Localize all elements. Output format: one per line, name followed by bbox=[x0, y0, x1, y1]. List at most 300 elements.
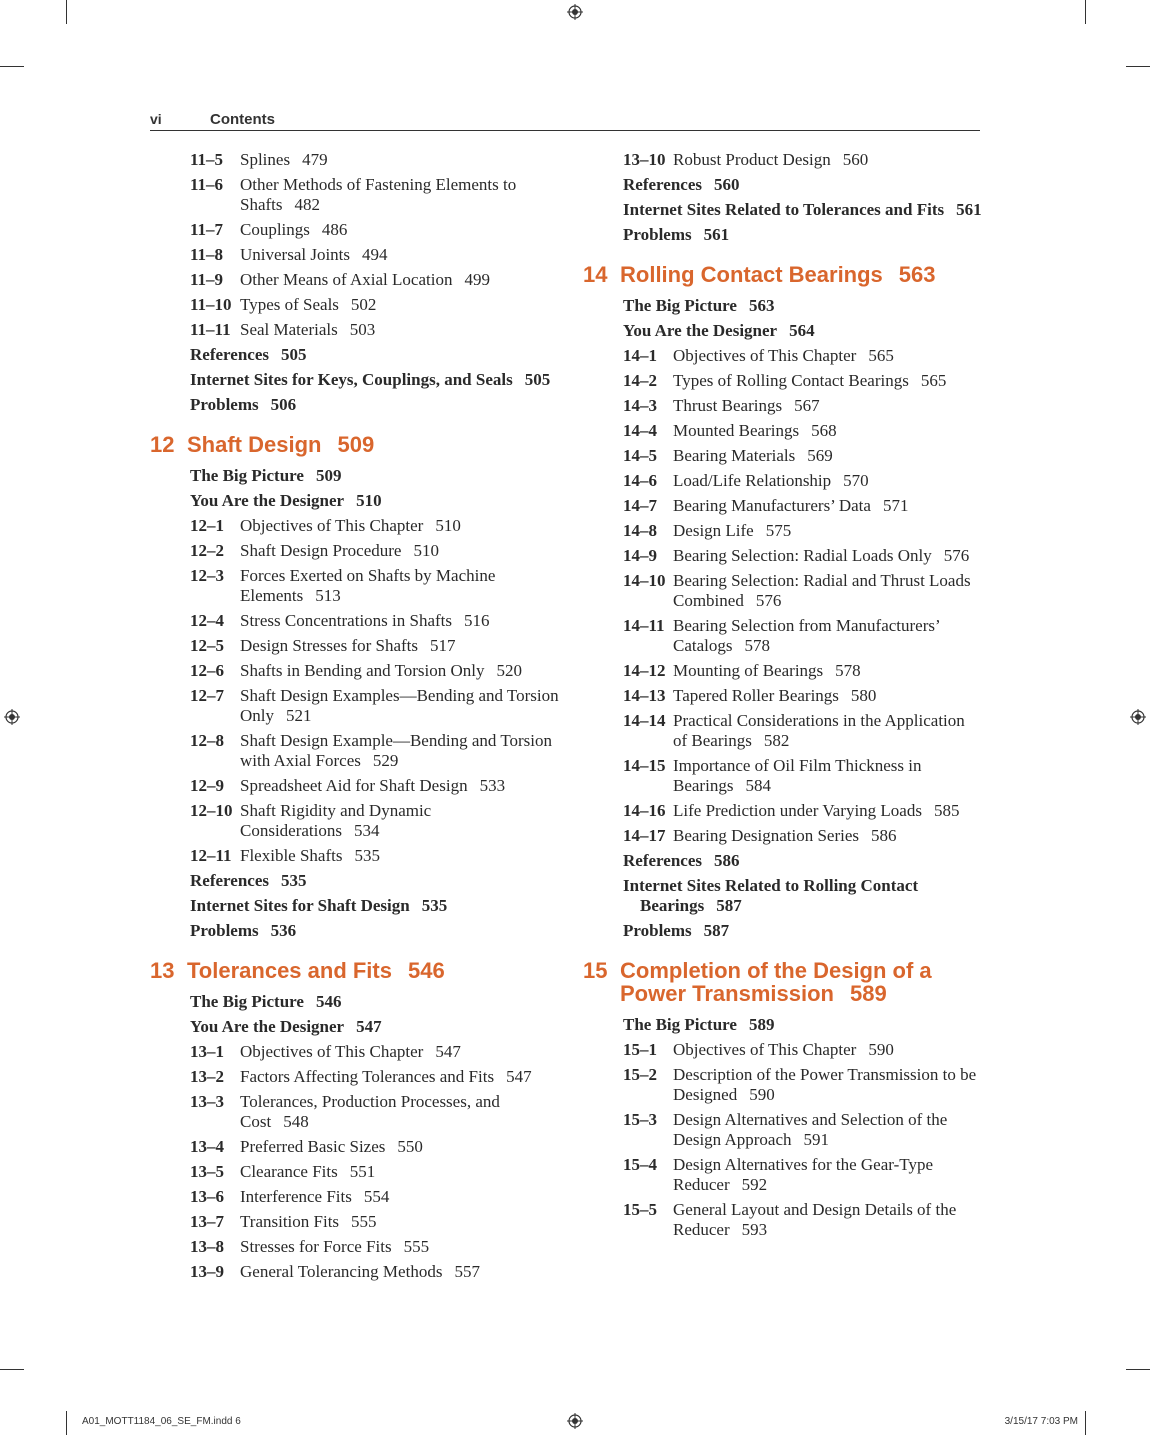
section-page-number: 503 bbox=[349, 320, 376, 339]
section-title-text bbox=[240, 1212, 570, 1232]
toc-section-entry bbox=[150, 611, 570, 631]
chapter-page-number: 509 bbox=[337, 432, 375, 457]
section-title: Design Alternatives and Selection of the Design Approach bbox=[673, 1110, 948, 1149]
section-page-number: 482 bbox=[294, 195, 320, 214]
chapter-title: Tolerances and Fits bbox=[187, 958, 392, 983]
toc-section-entry bbox=[150, 175, 570, 215]
toc-section-entry bbox=[150, 1067, 570, 1087]
entry-title: References bbox=[623, 175, 702, 194]
toc-section-entry bbox=[150, 661, 570, 681]
section-title-text bbox=[673, 471, 983, 491]
section-title: General Layout and Design Details of the Reducer bbox=[673, 1200, 957, 1239]
section-title-text bbox=[240, 801, 570, 841]
entry-page-number: 561 bbox=[956, 200, 982, 219]
toc-section-entry bbox=[583, 571, 983, 611]
entry-page-number: 564 bbox=[789, 321, 815, 340]
toc-section-entry bbox=[150, 801, 570, 841]
section-number: 14–2 bbox=[623, 371, 657, 390]
toc-section-entry bbox=[150, 1092, 570, 1132]
section-number: 13–2 bbox=[190, 1067, 224, 1086]
entry-title: Internet Sites for Shaft Design bbox=[190, 896, 410, 915]
toc-entry bbox=[150, 921, 570, 941]
section-title-text bbox=[240, 1187, 570, 1207]
section-page-number: 586 bbox=[871, 826, 897, 845]
chapter-title-text bbox=[620, 263, 983, 286]
toc-section-entry bbox=[583, 371, 983, 391]
footer-file-slug: A01_MOTT1184_06_SE_FM.indd 6 bbox=[82, 1416, 241, 1427]
section-page-number: 585 bbox=[933, 801, 960, 820]
section-title-text bbox=[240, 1162, 570, 1182]
section-page-number: 486 bbox=[321, 220, 348, 239]
entry-title: The Big Picture bbox=[190, 466, 304, 485]
section-title-text bbox=[240, 1067, 570, 1087]
running-header-title: Contents bbox=[210, 111, 275, 128]
section-page-number: 479 bbox=[302, 150, 328, 169]
entry-title: Problems bbox=[190, 395, 259, 414]
entry-page-number: 561 bbox=[703, 225, 730, 244]
section-title: Importance of Oil Film Thickness in Bearings bbox=[673, 756, 922, 795]
section-page-number: 576 bbox=[755, 591, 782, 610]
toc-entry bbox=[150, 992, 570, 1012]
section-number: 15–2 bbox=[623, 1065, 657, 1084]
section-title-text bbox=[240, 220, 570, 240]
section-title: Practical Considerations in the Application of Bearings bbox=[673, 711, 965, 750]
section-title-text bbox=[673, 801, 983, 821]
section-number: 15–5 bbox=[623, 1200, 657, 1219]
toc-section-entry bbox=[583, 421, 983, 441]
section-page-number: 565 bbox=[868, 346, 894, 365]
section-title-text bbox=[240, 541, 570, 561]
section-number: 14–9 bbox=[623, 546, 657, 565]
crop-mark bbox=[1126, 66, 1150, 67]
section-page-number: 529 bbox=[372, 751, 399, 770]
chapter-heading bbox=[583, 959, 983, 1005]
section-number: 14–11 bbox=[623, 616, 665, 635]
section-page-number: 494 bbox=[362, 245, 388, 264]
toc-section-entry bbox=[150, 1237, 570, 1257]
toc-entry bbox=[150, 491, 570, 511]
section-title-text bbox=[673, 421, 983, 441]
section-number: 14–10 bbox=[623, 571, 666, 590]
section-number: 11–8 bbox=[190, 245, 224, 264]
section-number: 11–6 bbox=[190, 175, 224, 194]
toc-entry bbox=[583, 1015, 983, 1035]
toc-entry bbox=[583, 321, 983, 341]
chapter-number: 13 bbox=[150, 958, 175, 983]
toc-section-entry bbox=[150, 686, 570, 726]
section-number: 13–5 bbox=[190, 1162, 224, 1181]
section-title: Shaft Rigidity and Dynamic Considerations bbox=[240, 801, 432, 840]
chapter-heading bbox=[150, 959, 570, 982]
entry-page-number: 547 bbox=[356, 1017, 382, 1036]
section-number: 14–5 bbox=[623, 446, 657, 465]
section-number: 13–4 bbox=[190, 1137, 224, 1156]
toc-section-entry bbox=[583, 711, 983, 751]
section-page-number: 569 bbox=[807, 446, 833, 465]
entry-title: Internet Sites Related to Tolerances and Fits bbox=[623, 200, 945, 219]
section-title-text bbox=[673, 496, 983, 516]
toc-section-entry bbox=[150, 776, 570, 796]
section-title-text bbox=[673, 1155, 983, 1195]
entry-page-number: 560 bbox=[713, 175, 740, 194]
section-title-text bbox=[240, 731, 570, 771]
crop-mark bbox=[1085, 1411, 1086, 1435]
section-number: 14–8 bbox=[623, 521, 657, 540]
section-title: Other Methods of Fastening Elements to Shafts bbox=[240, 175, 517, 214]
section-number: 14–6 bbox=[623, 471, 657, 490]
toc-entry bbox=[583, 225, 983, 245]
section-number: 15–3 bbox=[623, 1110, 657, 1129]
section-title-text bbox=[240, 295, 570, 315]
footer-date-slug: 3/15/17 7:03 PM bbox=[1004, 1416, 1078, 1427]
section-number: 15–4 bbox=[623, 1155, 657, 1174]
toc-entry bbox=[583, 200, 983, 220]
section-page-number: 593 bbox=[741, 1220, 768, 1239]
entry-page-number: 510 bbox=[356, 491, 382, 510]
crop-mark bbox=[66, 1411, 67, 1435]
section-title: Design Life bbox=[673, 521, 754, 540]
chapter-title: Rolling Contact Bearings bbox=[620, 262, 883, 287]
section-page-number: 521 bbox=[286, 706, 312, 725]
toc-section-entry bbox=[583, 546, 983, 566]
section-title: Mounting of Bearings bbox=[673, 661, 824, 680]
toc-section-entry bbox=[583, 686, 983, 706]
section-page-number: 565 bbox=[920, 371, 947, 390]
toc-section-entry bbox=[583, 1155, 983, 1195]
toc-section-entry bbox=[583, 1065, 983, 1105]
chapter-page-number: 563 bbox=[898, 262, 936, 287]
chapter-title-text bbox=[620, 959, 983, 1005]
toc-section-entry bbox=[583, 1110, 983, 1150]
section-number: 11–11 bbox=[190, 320, 231, 339]
section-title-text bbox=[240, 150, 570, 170]
section-title: Transition Fits bbox=[240, 1212, 340, 1231]
toc-entry bbox=[583, 851, 983, 871]
toc-entry bbox=[150, 345, 570, 365]
entry-title: The Big Picture bbox=[190, 992, 304, 1011]
section-title: Objectives of This Chapter bbox=[240, 1042, 424, 1061]
section-title: General Tolerancing Methods bbox=[240, 1262, 443, 1281]
section-title-text bbox=[673, 1065, 983, 1105]
section-title: Shaft Design Procedure bbox=[240, 541, 402, 560]
toc-entry bbox=[150, 370, 570, 390]
section-title: Tolerances, Production Processes, and Cost bbox=[240, 1092, 500, 1131]
toc-section-entry bbox=[583, 616, 983, 656]
section-title: Couplings bbox=[240, 220, 310, 239]
section-page-number: 570 bbox=[843, 471, 869, 490]
section-title-text bbox=[240, 1262, 570, 1282]
registration-mark-icon bbox=[1130, 709, 1146, 725]
section-title-text bbox=[673, 150, 983, 170]
toc-entry bbox=[583, 175, 983, 195]
toc-entry bbox=[583, 296, 983, 316]
section-title-text bbox=[240, 846, 570, 866]
toc-section-entry bbox=[583, 396, 983, 416]
toc-section-entry bbox=[583, 150, 983, 170]
section-title: Bearing Manufacturers’ Data bbox=[673, 496, 871, 515]
section-title: Preferred Basic Sizes bbox=[240, 1137, 386, 1156]
section-page-number: 557 bbox=[454, 1262, 480, 1281]
crop-mark bbox=[1085, 0, 1086, 24]
section-title-text bbox=[240, 1137, 570, 1157]
section-number: 14–1 bbox=[623, 346, 657, 365]
section-number: 14–13 bbox=[623, 686, 666, 705]
section-title-text bbox=[673, 446, 983, 466]
section-number: 11–10 bbox=[190, 295, 232, 314]
section-page-number: 580 bbox=[850, 686, 877, 705]
section-title-text bbox=[673, 521, 983, 541]
section-title: Shafts in Bending and Torsion Only bbox=[240, 661, 485, 680]
section-number: 12–4 bbox=[190, 611, 224, 630]
registration-mark-icon bbox=[567, 4, 583, 20]
section-title-text bbox=[240, 516, 570, 536]
page-folio: vi bbox=[150, 111, 162, 127]
toc-column-left bbox=[150, 150, 570, 1287]
section-page-number: 550 bbox=[397, 1137, 423, 1156]
section-title-text bbox=[673, 1200, 983, 1240]
toc-entry bbox=[150, 466, 570, 486]
toc-entry bbox=[583, 876, 983, 916]
toc-section-entry bbox=[583, 346, 983, 366]
section-title: Life Prediction under Varying Loads bbox=[673, 801, 922, 820]
toc-section-entry bbox=[150, 1162, 570, 1182]
section-title: Stress Concentrations in Shafts bbox=[240, 611, 453, 630]
toc-section-entry bbox=[150, 1212, 570, 1232]
entry-page-number: 546 bbox=[315, 992, 342, 1011]
section-title-text bbox=[240, 636, 570, 656]
entry-title: Internet Sites Related to Rolling Contact Bearings bbox=[623, 876, 919, 915]
section-title-text bbox=[240, 686, 570, 726]
entry-page-number: 587 bbox=[716, 896, 742, 915]
section-title: Thrust Bearings bbox=[673, 396, 783, 415]
section-page-number: 575 bbox=[765, 521, 792, 540]
section-number: 12–2 bbox=[190, 541, 224, 560]
section-page-number: 510 bbox=[435, 516, 461, 535]
crop-mark bbox=[0, 1369, 24, 1370]
crop-mark bbox=[1126, 1369, 1150, 1370]
section-title-text bbox=[240, 1092, 570, 1132]
section-number: 13–8 bbox=[190, 1237, 224, 1256]
entry-title: The Big Picture bbox=[623, 296, 737, 315]
section-title-text bbox=[673, 616, 983, 656]
registration-mark-icon bbox=[567, 1413, 583, 1429]
entry-page-number: 505 bbox=[524, 370, 551, 389]
chapter-number: 14 bbox=[583, 262, 608, 287]
section-number: 14–12 bbox=[623, 661, 666, 680]
section-title-text bbox=[673, 371, 983, 391]
entry-page-number: 535 bbox=[280, 871, 307, 890]
section-title: Robust Product Design bbox=[673, 150, 831, 169]
toc-section-entry bbox=[150, 846, 570, 866]
section-title: Bearing Selection: Radial and Thrust Loads Combined bbox=[673, 571, 971, 610]
section-number: 12–8 bbox=[190, 731, 224, 750]
section-title: Spreadsheet Aid for Shaft Design bbox=[240, 776, 468, 795]
section-page-number: 554 bbox=[363, 1187, 390, 1206]
entry-page-number: 506 bbox=[270, 395, 297, 414]
chapter-page-number: 589 bbox=[849, 981, 887, 1006]
entry-title: References bbox=[190, 871, 269, 890]
toc-section-entry bbox=[583, 1040, 983, 1060]
crop-mark bbox=[66, 0, 67, 24]
toc-section-entry bbox=[583, 801, 983, 821]
section-page-number: 533 bbox=[479, 776, 506, 795]
section-title: Description of the Power Transmission to be Designed bbox=[673, 1065, 977, 1104]
entry-title: Problems bbox=[190, 921, 259, 940]
section-number: 14–7 bbox=[623, 496, 657, 515]
section-number: 14–14 bbox=[623, 711, 666, 730]
toc-section-entry bbox=[150, 1187, 570, 1207]
section-number: 12–3 bbox=[190, 566, 224, 585]
section-page-number: 592 bbox=[741, 1175, 768, 1194]
section-page-number: 576 bbox=[943, 546, 970, 565]
toc-section-entry bbox=[583, 1200, 983, 1240]
toc-entry bbox=[150, 395, 570, 415]
toc-section-entry bbox=[150, 320, 570, 340]
section-title: Shaft Design Example—Bending and Torsion with Axial Forces bbox=[240, 731, 553, 770]
section-page-number: 578 bbox=[835, 661, 861, 680]
section-number: 15–1 bbox=[623, 1040, 657, 1059]
entry-title: You Are the Designer bbox=[190, 491, 345, 510]
chapter-title-text bbox=[187, 433, 570, 456]
toc-section-entry bbox=[583, 661, 983, 681]
section-title: Design Alternatives for the Gear-Type Reducer bbox=[673, 1155, 933, 1194]
entry-title: Problems bbox=[623, 225, 692, 244]
section-number: 13–10 bbox=[623, 150, 666, 169]
chapter-number: 12 bbox=[150, 432, 175, 457]
section-page-number: 534 bbox=[354, 821, 380, 840]
section-title-text bbox=[673, 546, 983, 566]
toc-section-entry bbox=[150, 516, 570, 536]
section-page-number: 568 bbox=[811, 421, 837, 440]
section-title-text bbox=[673, 711, 983, 751]
toc-section-entry bbox=[150, 566, 570, 606]
section-number: 12–7 bbox=[190, 686, 224, 705]
toc-section-entry bbox=[150, 295, 570, 315]
section-title: Universal Joints bbox=[240, 245, 351, 264]
section-page-number: 591 bbox=[803, 1130, 830, 1149]
toc-entry bbox=[583, 921, 983, 941]
section-page-number: 567 bbox=[794, 396, 820, 415]
section-title-text bbox=[240, 566, 570, 606]
section-title: Bearing Selection from Manufacturers’ Catalogs bbox=[673, 616, 940, 655]
toc-section-entry bbox=[150, 220, 570, 240]
section-page-number: 582 bbox=[763, 731, 790, 750]
section-title-text bbox=[673, 826, 983, 846]
chapter-title: Shaft Design bbox=[187, 432, 322, 457]
section-title-text bbox=[240, 1042, 570, 1062]
chapter-page-number: 546 bbox=[407, 958, 445, 983]
section-page-number: 571 bbox=[882, 496, 909, 515]
entry-page-number: 505 bbox=[280, 345, 307, 364]
toc-section-entry bbox=[583, 471, 983, 491]
section-number: 13–7 bbox=[190, 1212, 224, 1231]
section-page-number: 547 bbox=[435, 1042, 461, 1061]
section-title: Seal Materials bbox=[240, 320, 338, 339]
section-number: 14–15 bbox=[623, 756, 666, 775]
section-title: Bearing Selection: Radial Loads Only bbox=[673, 546, 932, 565]
section-number: 11–9 bbox=[190, 270, 224, 289]
entry-page-number: 587 bbox=[703, 921, 730, 940]
section-number: 13–1 bbox=[190, 1042, 224, 1061]
header-rule bbox=[150, 130, 980, 131]
section-page-number: 584 bbox=[745, 776, 771, 795]
toc-section-entry bbox=[150, 636, 570, 656]
section-number: 14–17 bbox=[623, 826, 666, 845]
entry-title: The Big Picture bbox=[623, 1015, 737, 1034]
section-title: Other Means of Axial Location bbox=[240, 270, 453, 289]
section-page-number: 555 bbox=[351, 1212, 377, 1231]
section-page-number: 535 bbox=[354, 846, 380, 865]
section-number: 14–4 bbox=[623, 421, 657, 440]
toc-section-entry bbox=[583, 756, 983, 796]
section-page-number: 578 bbox=[744, 636, 770, 655]
section-title-text bbox=[673, 396, 983, 416]
entry-title: References bbox=[190, 345, 269, 364]
section-page-number: 551 bbox=[349, 1162, 376, 1181]
section-title-text bbox=[240, 270, 570, 290]
section-title-text bbox=[673, 686, 983, 706]
section-number: 14–16 bbox=[623, 801, 666, 820]
section-title: Stresses for Force Fits bbox=[240, 1237, 392, 1256]
section-page-number: 516 bbox=[464, 611, 490, 630]
toc-entry bbox=[150, 896, 570, 916]
toc-entry bbox=[150, 1017, 570, 1037]
entry-title: References bbox=[623, 851, 702, 870]
section-title-text bbox=[240, 611, 570, 631]
section-page-number: 520 bbox=[496, 661, 523, 680]
section-title-text bbox=[673, 661, 983, 681]
section-title: Mounted Bearings bbox=[673, 421, 800, 440]
entry-title: You Are the Designer bbox=[623, 321, 778, 340]
toc-section-entry bbox=[150, 1262, 570, 1282]
chapter-heading bbox=[583, 263, 983, 286]
entry-title: Internet Sites for Keys, Couplings, and Seals bbox=[190, 370, 513, 389]
toc-section-entry bbox=[583, 496, 983, 516]
entry-page-number: 586 bbox=[713, 851, 740, 870]
entry-page-number: 509 bbox=[315, 466, 342, 485]
toc-section-entry bbox=[150, 541, 570, 561]
section-title: Clearance Fits bbox=[240, 1162, 338, 1181]
section-title-text bbox=[240, 175, 570, 215]
section-title-text bbox=[673, 346, 983, 366]
entry-page-number: 536 bbox=[270, 921, 297, 940]
section-number: 12–1 bbox=[190, 516, 224, 535]
chapter-number: 15 bbox=[583, 958, 608, 983]
section-title: Bearing Designation Series bbox=[673, 826, 860, 845]
chapter-title-text bbox=[187, 959, 570, 982]
section-title: Load/Life Relationship bbox=[673, 471, 832, 490]
section-title-text bbox=[673, 1040, 983, 1060]
section-title: Types of Rolling Contact Bearings bbox=[673, 371, 909, 390]
section-page-number: 555 bbox=[403, 1237, 430, 1256]
registration-mark-icon bbox=[4, 709, 20, 725]
section-title-text bbox=[240, 776, 570, 796]
toc-column-right bbox=[583, 150, 983, 1245]
section-number: 13–6 bbox=[190, 1187, 224, 1206]
entry-page-number: 563 bbox=[748, 296, 775, 315]
section-page-number: 510 bbox=[413, 541, 439, 560]
section-title: Design Stresses for Shafts bbox=[240, 636, 419, 655]
section-title: Splines bbox=[240, 150, 291, 169]
toc-section-entry bbox=[150, 1042, 570, 1062]
entry-page-number: 589 bbox=[748, 1015, 775, 1034]
toc-section-entry bbox=[150, 150, 570, 170]
section-number: 12–11 bbox=[190, 846, 232, 865]
section-number: 11–5 bbox=[190, 150, 224, 169]
section-title: Flexible Shafts bbox=[240, 846, 343, 865]
section-title: Objectives of This Chapter bbox=[673, 346, 857, 365]
section-number: 14–3 bbox=[623, 396, 657, 415]
